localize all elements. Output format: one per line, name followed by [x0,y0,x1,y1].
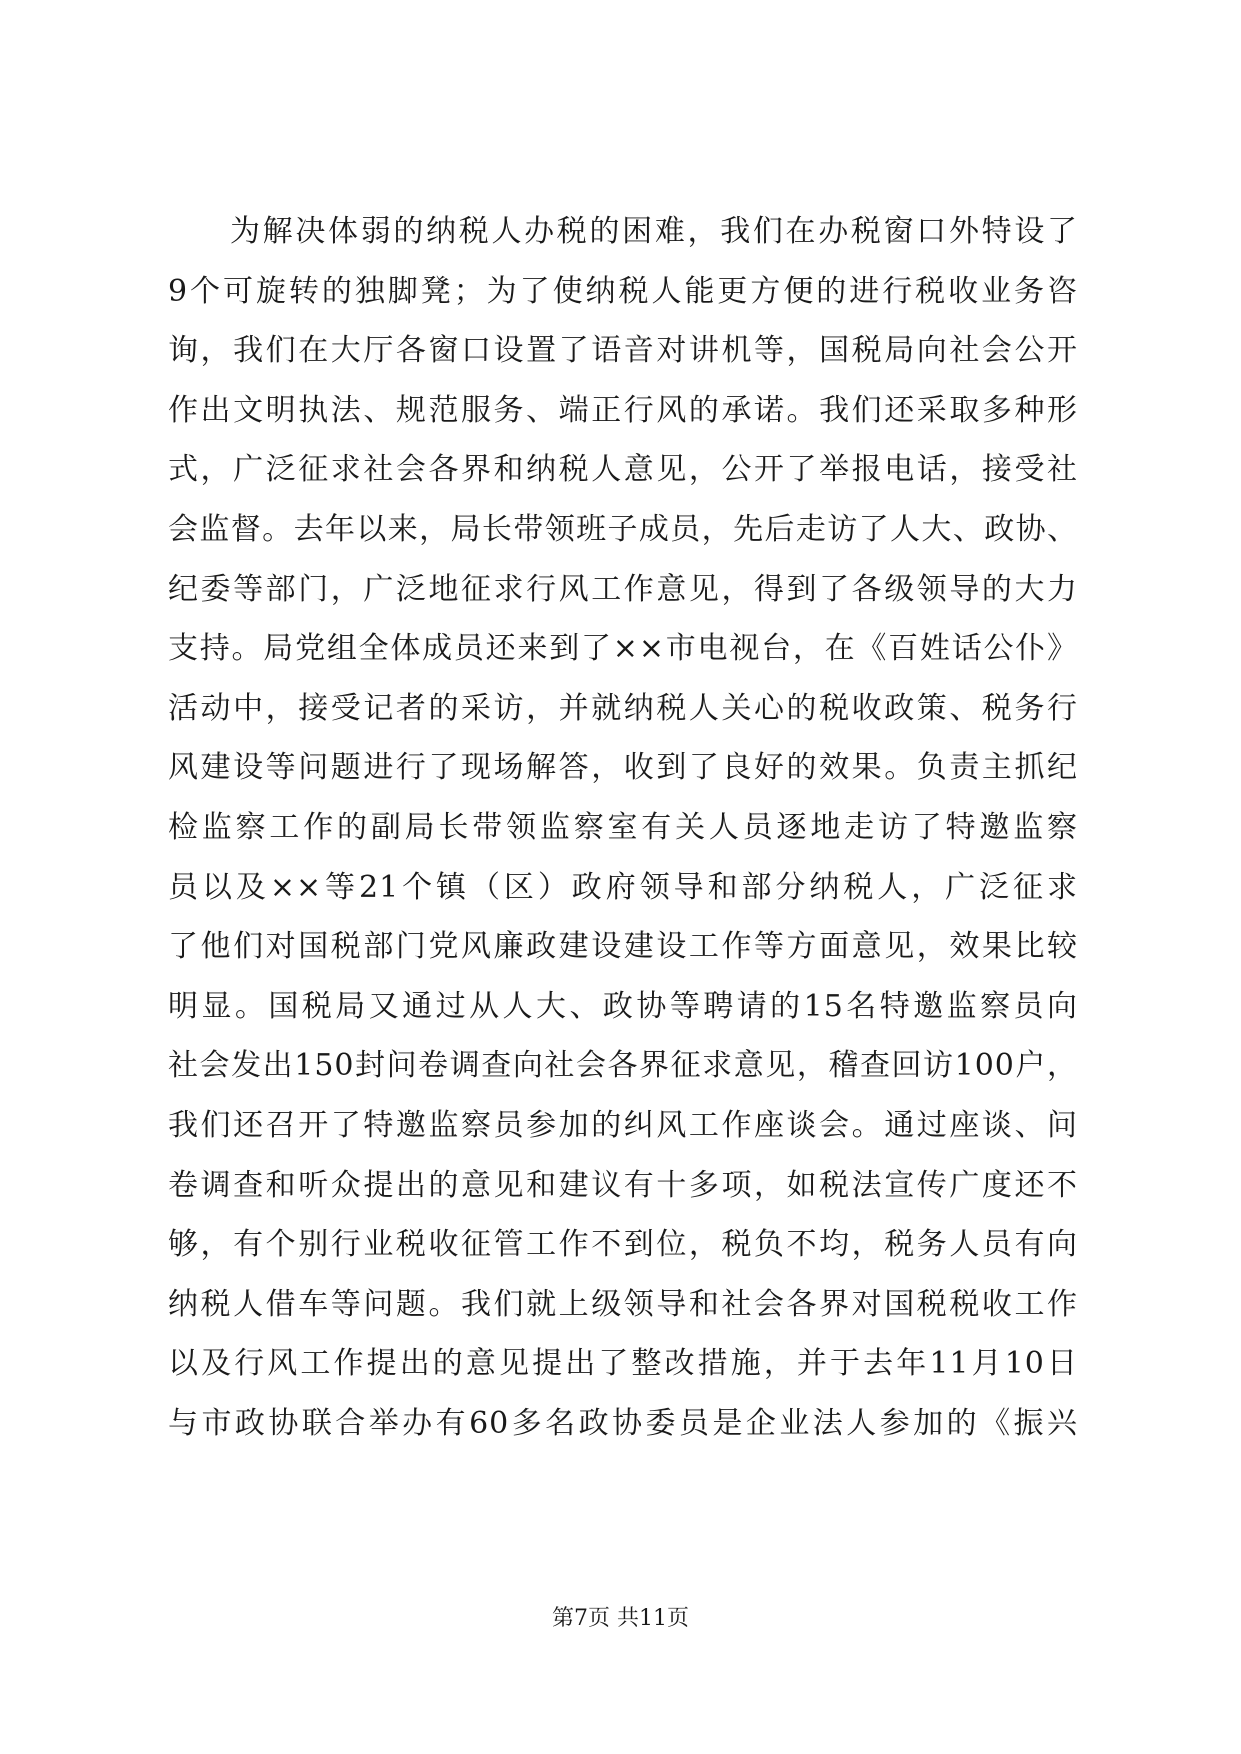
text-line: 够，有个别行业税收征管工作不到位，税负不均，税务人员有向 [168,1227,1078,1263]
text-line: 员以及××等21个镇（区）政府领导和部分纳税人，广泛征求 [168,869,1078,905]
text-line: 作出文明执法、规范服务、端正行风的承诺。我们还采取多种形 [168,392,1078,428]
text-line: 社会发出150封问卷调查向社会各界征求意见，稽查回访100户， [168,1048,1078,1084]
text-line: 风建设等问题进行了现场解答，收到了良好的效果。负责主抓纪 [168,750,1078,786]
page-number-footer: 第7页 共11页 [552,1606,689,1631]
text-line: 式，广泛征求社会各界和纳税人意见，公开了举报电话，接受社 [168,452,1078,488]
text-line: 支持。局党组全体成员还来到了××市电视台，在《百姓话公仆》 [168,631,1078,667]
text-line: 9个可旋转的独脚凳；为了使纳税人能更方便的进行税收业务咨 [168,273,1078,309]
text-line: 询，我们在大厅各窗口设置了语音对讲机等，国税局向社会公开 [168,333,1078,369]
text-line: 会监督。去年以来，局长带领班子成员，先后走访了人大、政协、 [168,511,1078,547]
body-paragraph [168,202,1078,1453]
text-line: 纪委等部门，广泛地征求行风工作意见，得到了各级领导的大力 [168,571,1078,607]
text-line: 明显。国税局又通过从人大、政协等聘请的15名特邀监察员向 [168,988,1078,1024]
text-line: 卷调查和听众提出的意见和建议有十多项，如税法宣传广度还不 [168,1167,1078,1203]
text-line: 检监察工作的副局长带领监察室有关人员逐地走访了特邀监察 [168,809,1078,845]
text-line: 活动中，接受记者的采访，并就纳税人关心的税收政策、税务行 [168,690,1078,726]
text-line: 与市政协联合举办有60多名政协委员是企业法人参加的《振兴 [168,1405,1078,1441]
text-line: 纳税人借车等问题。我们就上级领导和社会各界对国税税收工作 [168,1286,1078,1322]
text-line: 了他们对国税部门党风廉政建设建设工作等方面意见，效果比较 [168,929,1078,965]
text-line: 为解决体弱的纳税人办税的困难，我们在办税窗口外特设了 [230,214,1078,249]
text-line: 以及行风工作提出的意见提出了整改措施，并于去年11月10日 [168,1346,1078,1382]
text-line: 我们还召开了特邀监察员参加的纠风工作座谈会。通过座谈、问 [168,1107,1078,1143]
